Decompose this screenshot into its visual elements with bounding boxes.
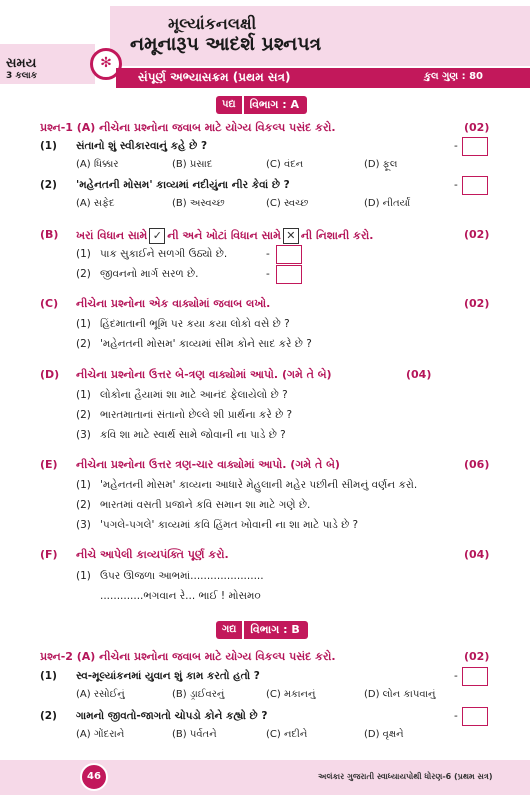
qb-1-num: (1) bbox=[76, 248, 91, 260]
syllabus-subtitle: સંપૂર્ણ અભ્યાસક્રમ (પ્રથમ સત્ર) bbox=[138, 70, 291, 84]
qb-1-answer-box[interactable] bbox=[276, 245, 302, 264]
q1a-2-opt-d: (D) નીતર્યાં bbox=[364, 198, 411, 209]
q1a-2-num: (2) bbox=[40, 179, 57, 191]
q2a-marks: (02) bbox=[464, 650, 490, 663]
total-marks: કુલ ગુણ : 80 bbox=[424, 71, 483, 82]
q2a-2-opt-a: (A) ગોંદરાને bbox=[76, 729, 125, 740]
section-b-tag bbox=[216, 621, 308, 639]
section-a-label: વિભાગ : A bbox=[242, 96, 307, 114]
qe-title: નીચેના પ્રશ્નોના ઉત્તર ત્રણ-ચાર વાક્યોમાં આપો. (ગમે તે બે) bbox=[76, 458, 340, 471]
q1a-2-opt-a: (A) સફેદ bbox=[76, 198, 115, 209]
qb-title bbox=[76, 228, 373, 244]
qe-3-num: (3) bbox=[76, 519, 91, 531]
q2a-2-dash: - bbox=[454, 710, 458, 722]
qf-line2: .............ભગવાન રે... ભાઈ ! મોસમ૦ bbox=[100, 590, 261, 602]
q2a-1-num: (1) bbox=[40, 670, 57, 682]
qc-marks: (02) bbox=[464, 297, 490, 310]
q1a-title: પ્રશ્ન-1 (A) નીચેના પ્રશ્નોના જવાબ માટે યોગ્ય વિકલ્પ પસંદ કરો. bbox=[40, 121, 336, 134]
q2a-1-opt-d: (D) લોન કાપવાનું bbox=[364, 689, 436, 700]
qb-2-text: જીવનનો માર્ગ સરળ છે. bbox=[100, 268, 199, 280]
time-label: સમય bbox=[6, 56, 37, 71]
qc-1-text: હિંદમાતાની ભૂમિ પર કયા કયા લોકો વસે છે ? bbox=[100, 318, 290, 330]
section-a-tag bbox=[216, 96, 307, 114]
q1a-1-opt-d: (D) ફૂલ bbox=[364, 159, 398, 170]
qf-title: નીચે આપેલી કાવ્યપંક્તિ પૂર્ણ કરો. bbox=[76, 548, 229, 561]
qf-marks: (04) bbox=[464, 548, 490, 561]
section-a-type: પદ્ય bbox=[216, 96, 242, 114]
checkmark-icon: ✓ bbox=[149, 228, 165, 244]
q2a-1-opt-b: (B) ડ્રાઈવરનું bbox=[172, 689, 225, 700]
qe-1-text: 'મહેનતની મોસમ' કાવ્યના આધારે મેહુલાની મહેર પછીની સીમનું વર્ણન કરો. bbox=[100, 479, 418, 491]
qb-text1: ખરાં વિધાન સામે bbox=[76, 229, 148, 242]
qf-line1: ઉપર ઊજળા આભમાં...................... bbox=[100, 570, 264, 582]
q1a-2-opt-b: (B) અસ્વચ્છ bbox=[172, 198, 225, 209]
qd-3-text: કવિ શા માટે સ્વાર્થ સામે જોવાની ના પાડે છે ? bbox=[100, 429, 286, 441]
q2a-1-text: સ્વ-મૂલ્યાંકનમાં યુવાન શું કામ કરતો હતો ? bbox=[76, 670, 260, 682]
qb-2-dash: - bbox=[266, 268, 270, 280]
q1a-2-opt-c: (C) સ્વચ્છ bbox=[266, 198, 309, 209]
cross-icon: ✕ bbox=[283, 228, 299, 244]
q2a-2-opt-d: (D) વૃક્ષને bbox=[364, 729, 404, 740]
q1a-1-dash: - bbox=[454, 140, 458, 152]
q1a-2-text: 'મહેનતની મોસમ' કાવ્યમાં નદીયુંના નીર કેવાં છે ? bbox=[76, 179, 290, 191]
q1a-2-answer-box[interactable] bbox=[462, 176, 488, 195]
qd-3-num: (3) bbox=[76, 429, 91, 441]
q2a-2-num: (2) bbox=[40, 710, 57, 722]
q2a-title: પ્રશ્ન-2 (A) નીચેના પ્રશ્નોના જવાબ માટે યોગ્ય વિકલ્પ પસંદ કરો. bbox=[40, 650, 336, 663]
qc-prefix: (C) bbox=[40, 297, 59, 310]
q1a-marks: (02) bbox=[464, 121, 490, 134]
time-value: 3 કલાક bbox=[6, 71, 38, 81]
qd-1-num: (1) bbox=[76, 389, 91, 401]
page-number: 46 bbox=[80, 763, 108, 791]
qd-marks: (04) bbox=[406, 368, 432, 381]
qb-text2: ની અને ખોટાં વિધાન સામે bbox=[167, 229, 281, 242]
footer-book-title: અલંકાર ગુજરાતી સ્વાધ્યાયપોથી ધોરણ-6 (પ્રથમ સત્ર) bbox=[318, 772, 493, 781]
page-title-line1: મૂલ્યાંકનલક્ષી bbox=[168, 14, 257, 33]
section-b-type: ગદ્ય bbox=[216, 621, 242, 639]
qd-title: નીચેના પ્રશ્નોના ઉત્તર બે-ત્રણ વાક્યોમાં આપો. (ગમે તે બે) bbox=[76, 368, 332, 381]
q2a-2-answer-box[interactable] bbox=[462, 707, 488, 726]
qe-marks: (06) bbox=[464, 458, 490, 471]
qb-2-answer-box[interactable] bbox=[276, 265, 302, 284]
qc-title: નીચેના પ્રશ્નોના એક વાક્યોમાં જવાબ લખો. bbox=[76, 297, 271, 310]
q1a-1-answer-box[interactable] bbox=[462, 137, 488, 156]
qf-1-num: (1) bbox=[76, 570, 91, 582]
q2a-2-opt-b: (B) પર્વતને bbox=[172, 729, 217, 740]
qb-marks: (02) bbox=[464, 228, 490, 241]
q2a-1-dash: - bbox=[454, 670, 458, 682]
qe-2-text: ભારતમાં વસતી પ્રજાને કવિ સમાન શા માટે ગણે છે. bbox=[100, 499, 311, 511]
qe-prefix: (E) bbox=[40, 458, 58, 471]
qb-text3: ની નિશાની કરો. bbox=[300, 229, 374, 242]
qd-1-text: લોકોના હૈયામાં શા માટે આનંદ ફેલાયેલો છે ? bbox=[100, 389, 288, 401]
qb-1-dash: - bbox=[266, 248, 270, 260]
q1a-1-num: (1) bbox=[40, 140, 57, 152]
q1a-1-opt-b: (B) પ્રસાદ bbox=[172, 159, 213, 170]
q2a-1-opt-a: (A) રસોઈનું bbox=[76, 689, 125, 700]
qe-2-num: (2) bbox=[76, 499, 91, 511]
q2a-1-opt-c: (C) મકાનનું bbox=[266, 689, 316, 700]
qe-3-text: 'પગલે-પગલે' કાવ્યમાં કવિ હિંમત ખોવાની ના શા માટે પાડે છે ? bbox=[100, 519, 359, 531]
page-title-line2: નમૂનારૂપ આદર્શ પ્રશ્નપત્ર bbox=[130, 33, 322, 55]
qd-2-text: ભારતમાતાનાં સંતાનો છેલ્લે શી પ્રાર્થના કરે છે ? bbox=[100, 409, 293, 421]
q1a-2-dash: - bbox=[454, 179, 458, 191]
qb-prefix: (B) bbox=[40, 228, 59, 241]
qc-2-text: 'મહેનતની મોસમ' કાવ્યમાં સીમ કોને સાદ કરે છે ? bbox=[100, 338, 312, 350]
qc-2-num: (2) bbox=[76, 338, 91, 350]
qb-2-num: (2) bbox=[76, 268, 91, 280]
qc-1-num: (1) bbox=[76, 318, 91, 330]
q2a-2-opt-c: (C) નદીને bbox=[266, 729, 308, 740]
q2a-2-text: ગામનો જીવતો-જાગતો ચોપડો કોને કહ્યો છે ? bbox=[76, 710, 268, 722]
qd-prefix: (D) bbox=[40, 368, 60, 381]
q1a-1-opt-c: (C) વંદન bbox=[266, 159, 304, 170]
q1a-1-text: સંતાનો શું સ્વીકારવાનું કહે છે ? bbox=[76, 140, 208, 152]
qf-prefix: (F) bbox=[40, 548, 58, 561]
qd-2-num: (2) bbox=[76, 409, 91, 421]
qb-1-text: પાક સુકાઈને સળગી ઉઠ્યો છે. bbox=[100, 248, 228, 260]
section-b-label: વિભાગ : B bbox=[242, 621, 307, 639]
q2a-1-answer-box[interactable] bbox=[462, 667, 488, 686]
qe-1-num: (1) bbox=[76, 479, 91, 491]
star-icon: ✻ bbox=[90, 48, 122, 80]
q1a-1-opt-a: (A) ધિક્કાર bbox=[76, 159, 119, 170]
